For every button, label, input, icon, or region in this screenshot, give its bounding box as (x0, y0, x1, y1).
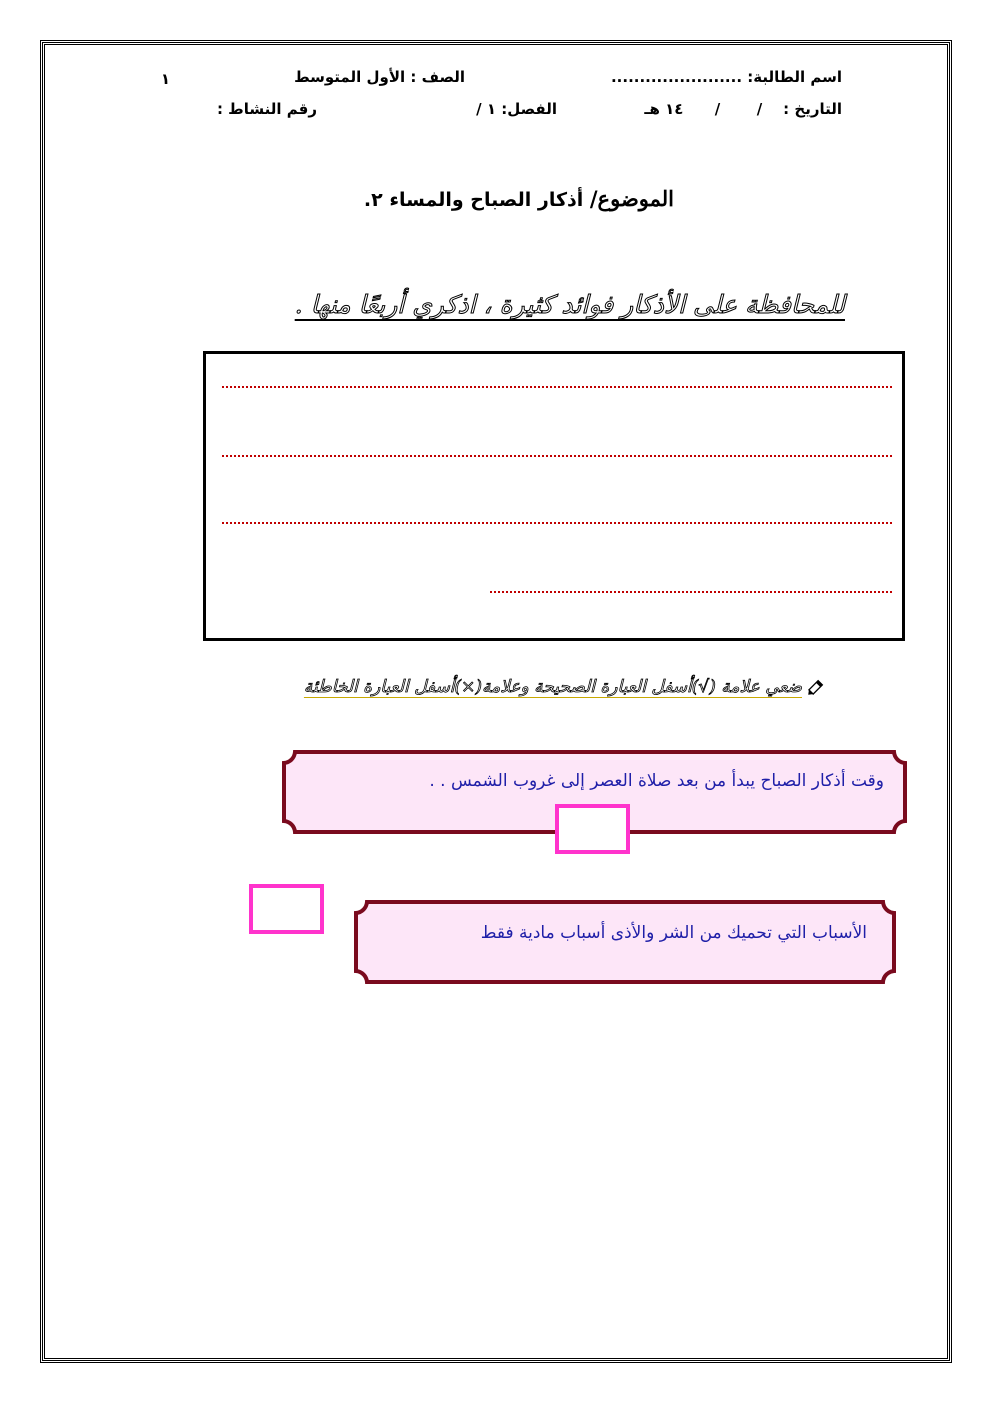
topic-heading (364, 186, 674, 211)
date-label: التاريخ : / / ١٤ هـ (644, 100, 842, 118)
question-1-prompt: للمحافظة على الأذكار فوائد كثيرة ، اذكري أربعًا منها . (294, 290, 845, 319)
statement-2-text: الأسباب التي تحميك من الشر والأذى أسباب مادية فقط (480, 923, 867, 943)
statement-1-text: وقت أذكار الصباح يبدأ من بعد صلاة العصر إلى غروب الشمس . . (429, 771, 884, 791)
answer-line-1[interactable] (222, 386, 892, 388)
answer-box[interactable] (203, 351, 905, 641)
pencil-icon (805, 676, 827, 698)
answer-line-2[interactable] (222, 455, 892, 457)
activity-number-label: رقم النشاط : (216, 100, 317, 118)
topic-label: الموضوع/ (589, 186, 674, 211)
statement-2-answer-box[interactable] (249, 884, 324, 934)
semester-label: الفصل: ١ / (476, 100, 557, 118)
student-name-label: اسم الطالبة: ....................... (610, 68, 842, 86)
grade-label: الصف : الأول المتوسط (294, 68, 465, 86)
topic-title: أذكار الصباح والمساء ٢. (363, 189, 584, 211)
question-2-instruction: ضعي علامة (√)أسفل العبارة الصحيحة وعلامة(×)أسفل العبارة الخاطئة (303, 677, 802, 697)
page-border-inner (44, 44, 948, 1359)
statement-1-answer-box[interactable] (555, 804, 630, 854)
statement-2-box (353, 899, 897, 985)
grade-number: ١ (160, 70, 170, 88)
answer-line-4[interactable] (490, 591, 892, 593)
answer-line-3[interactable] (222, 522, 892, 524)
